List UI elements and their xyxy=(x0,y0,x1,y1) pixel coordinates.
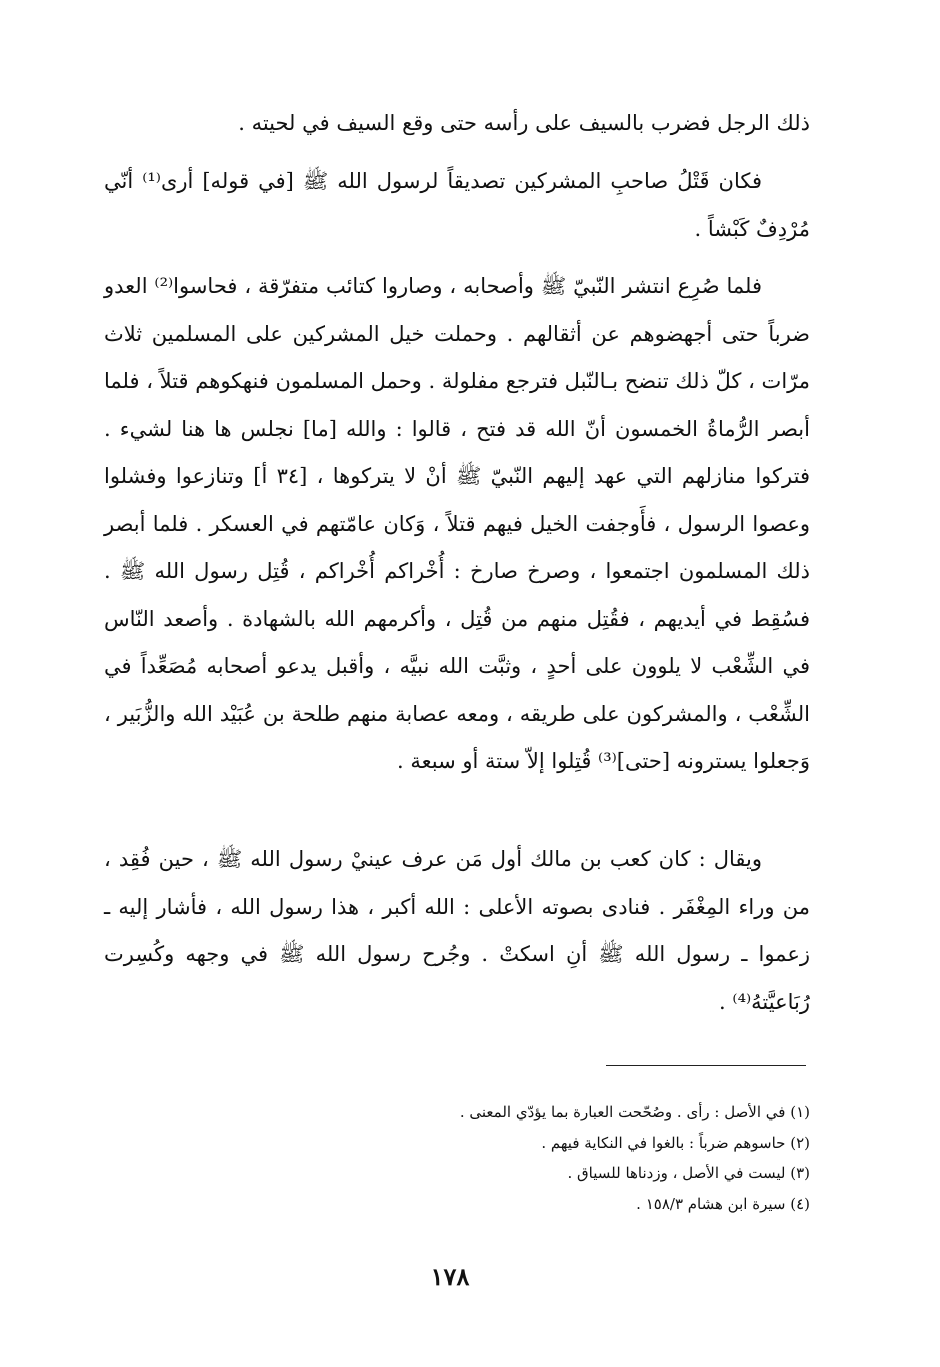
page-number: ١٧٨ xyxy=(430,1262,470,1291)
paragraph-2 xyxy=(104,158,810,253)
paragraph-3-text: فلما صُرِع انتشر النّبيّ ﷺ وأصحابه ، وصاروا كتائب متفرّقة ، فحاسوا⁽²⁾ العدو ضرباً حتى أجهضوهم عن أثقالهم . وحملت خيل المشركين على المسلمين ثلاث مرّات ، كلّ ذلك تنضح بـالنّبل فترجع مفلولة . وحمل المسلمون فنهكوهم قتلاً ، فلما أبصر الرُّماةُ الخمسون أنّ الله قد فتح ، قالوا : والله [ما] نجلس ها هنا لشيء . فتركوا منازلهم التي عهد إليهم النّبيّ ﷺ أنْ لا يتركوها ، [٣٤ أ] وتنازعوا وفشلوا وعصوا الرسول ، فأَوجفت الخيل فيهم قتلاً ، وَكان عامّتهم في العسكر . فلما أبصر ذلك المسلمون اجتمعوا ، وصرخ صارخ : أُخْراكم أُخْراكم ، قُتِل رسول الله ﷺ . فسُقِط في أيديهم ، فقُتِل منهم من قُتِل ، وأكرمهم الله بالشهادة . وأصعد النّاس في الشِّعْب لا يلوون على أحدٍ ، وثبَّت الله نبيَّه ، وأقبل يدعو أصحابه مُصَعِّداً في الشِّعْب ، والمشركون على طريقه ، ومعه عصابة منهم طلحة بن عُبَيْد الله والزُّبَير ، وَجعلوا يسترونه [حتى]⁽³⁾ قُتِلوا إلاّ ستة أو سبعة . xyxy=(104,274,810,773)
footnotes xyxy=(300,1097,810,1219)
paragraph-4 xyxy=(104,836,810,1026)
paragraph-4-text: ويقال : كان كعب بن مالك أول مَن عرف عينيْ رسول الله ﷺ ، حين فُقِد ، من وراء المِغْفَر . فنادى بصوته الأعلى : الله أكبر ، هذا رسول الله ، فأشار إليه ـ زعموا ـ رسول الله ﷺ أنِ اسكتْ . وجُرح رسول الله ﷺ في وجهه وكُسِرت رُبَاعيَّتهُ⁽⁴⁾ . xyxy=(104,847,810,1014)
paragraph-1-text: ذلك الرجل فضرب بالسيف على رأسه حتى وقع السيف في لحيته . xyxy=(238,111,810,135)
footnote-4: (٤) سيرة ابن هشام ١٥٨/٣ . xyxy=(636,1194,810,1213)
paragraph-3 xyxy=(104,263,810,786)
footnote-3: (٣) ليست في الأصل ، وزدناها للسياق . xyxy=(567,1164,810,1182)
paragraph-1 xyxy=(104,100,810,148)
footnote-1: (١) في الأصل : رأى . وصُحّحت العبارة بما يؤدّي المعنى . xyxy=(459,1103,810,1121)
paragraph-2-text: فكان قَتْلُ صاحبِ المشركين تصديقاً لرسول الله ﷺ [في قوله] أرى⁽¹⁾ أنّي مُرْدِفٌ كَبْشاً . xyxy=(104,169,810,241)
footnote-2: (٢) حاسوهم ضرباً : بالغوا في النكاية فيهم . xyxy=(541,1133,810,1152)
footnote-divider xyxy=(606,1065,806,1066)
